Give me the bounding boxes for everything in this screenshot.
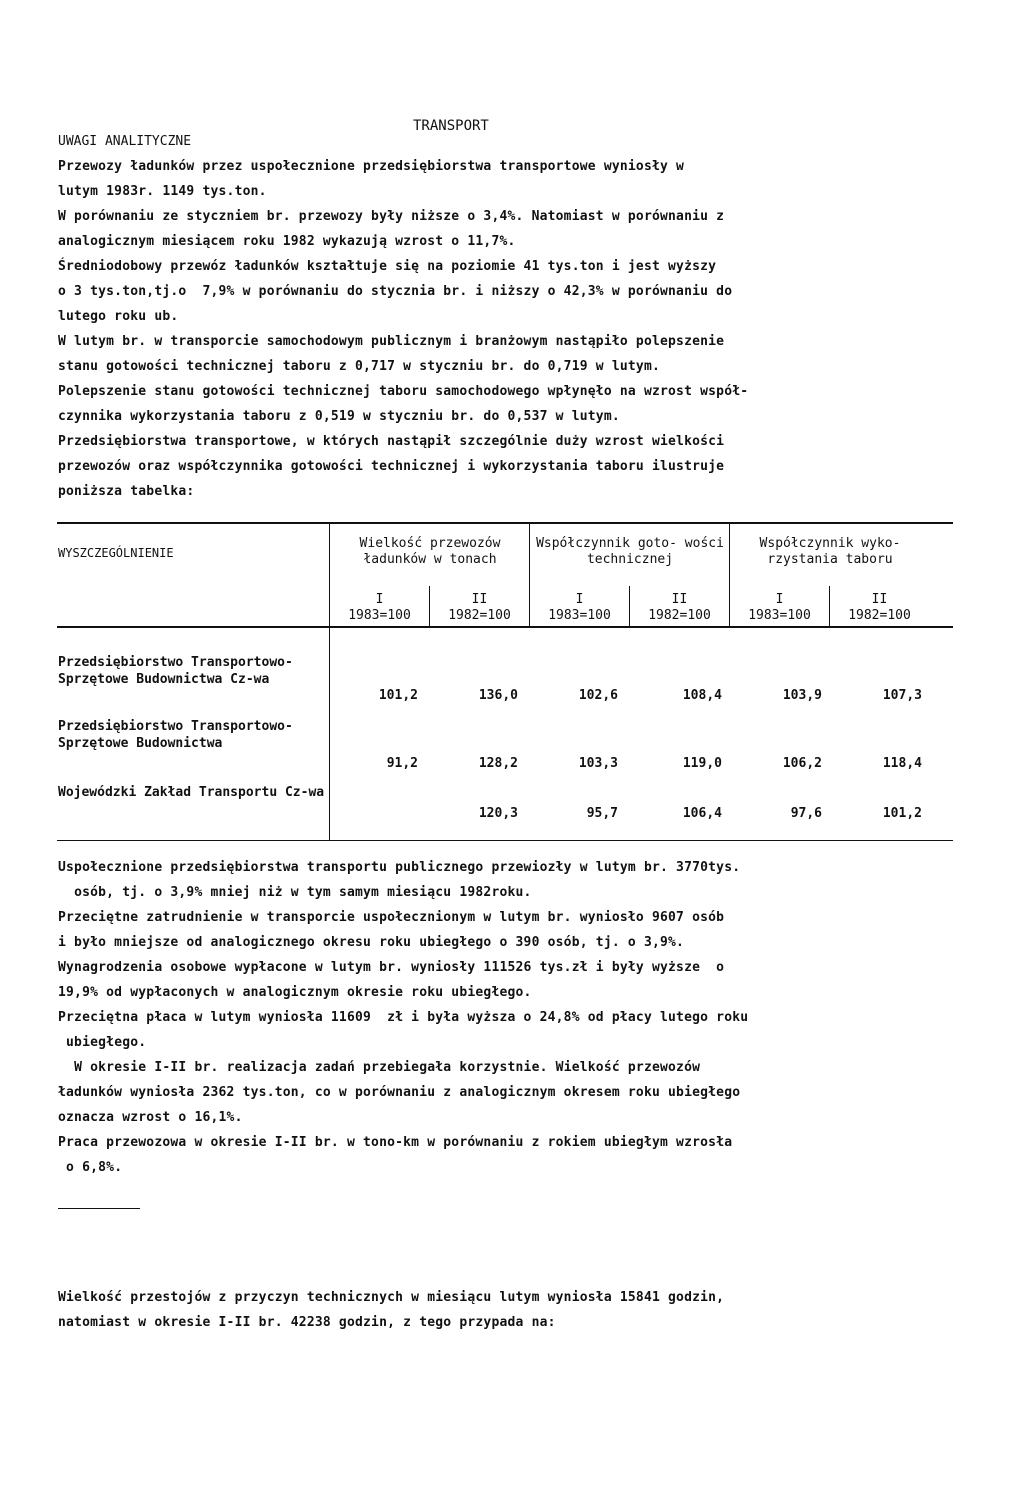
period-label: I [375,592,384,607]
column-subheader [630,592,729,624]
table-cell: 101,2 [378,688,418,703]
text-line: ubiegłego. [58,1035,147,1050]
period-label: II [671,592,688,607]
text-line: W lutym br. w transporcie samochodowym publicznym i branżowym nastąpiło polepszenie [58,334,725,349]
base-label: 1982=100 [448,608,511,623]
section-heading: UWAGI ANALITYCZNE [58,134,192,149]
table-cell: 106,2 [782,756,822,771]
table-row-label: Przedsiębiorstwo Transportowo-Sprzętowe Budownictwa [58,719,293,751]
column-subheader [730,592,829,624]
text-line: przewozów oraz współczynnika gotowości technicznej i wykorzystania taboru ilustruje [58,459,725,474]
table-cell: 106,4 [682,806,722,821]
text-line: Przeciętne zatrudnienie w transporcie uspołecznionym w lutym br. wyniosło 9607 osób [58,910,725,925]
text-line: lutym 1983r. 1149 tys.ton. [58,184,267,199]
text-line: poniższa tabelka: [58,484,195,499]
table-cell: 101,2 [882,806,922,821]
table-cell: 118,4 [882,756,922,771]
column-header-description: WYSZCZEGÓLNIENIE [58,546,174,560]
text-line: Wielkość przestojów z przyczyn technicznych w miesiącu lutym wyniosła 15841 godzin, [58,1290,725,1305]
text-line: W okresie I-II br. realizacja zadań przebiegała korzystnie. Wielkość przewozów [58,1060,701,1075]
period-label: I [575,592,584,607]
text-line: czynnika wykorzystania taboru z 0,519 w styczniu br. do 0,537 w lutym. [58,409,620,424]
table-cell: 108,4 [682,688,722,703]
text-line: lutego roku ub. [58,309,179,324]
period-label: I [775,592,784,607]
column-group-header: Współczynnik wyko- rzystania taboru [759,536,901,567]
table-cell: 103,3 [578,756,618,771]
text-line: analogicznym miesiącem roku 1982 wykazują wzrost o 11,7%. [58,234,516,249]
base-label: 1983=100 [348,608,411,623]
table-rule-top [57,522,953,524]
table-row-label: Wojewódzki Zakład Transportu Cz-wa [58,785,325,800]
text-line: stanu gotowości technicznej taboru z 0,717 w styczniu br. do 0,719 w lutym. [58,359,660,374]
text-line: osób, tj. o 3,9% mniej niż w tym samym miesiącu 1982roku. [58,885,532,900]
text-line: i było mniejsze od analogicznego okresu roku ubiegłego o 390 osób, tj. o 3,9%. [58,935,685,950]
table-row-label: Przedsiębiorstwo Transportowo-Sprzętowe Budownictwa Cz-wa [58,655,293,687]
period-label: II [471,592,488,607]
analysis-paragraph [58,855,958,1180]
table-cell: 91,2 [386,756,418,771]
table-rule-mid [57,626,953,628]
text-line: Praca przewozowa w okresie I-II br. w tono-km w porównaniu z rokiem ubiegłym wzrosła [58,1135,733,1150]
text-line: Średniodobowy przewóz ładunków kształtuje się na poziomie 41 tys.ton i jest wyższy [58,259,717,274]
text-line: W porównaniu ze styczniem br. przewozy były niższe o 3,4%. Natomiast w porównaniu z [58,209,725,224]
page-title: TRANSPORT [413,118,489,134]
column-group-header: Wielkość przewozów ładunków w tonach [359,536,501,567]
column-subheader [430,592,529,624]
table-cell: 95,7 [586,806,618,821]
column-subheader [330,592,429,624]
text-line: o 3 tys.ton,tj.o 7,9% w porównaniu do stycznia br. i niższy o 42,3% w porównaniu do [58,284,733,299]
base-label: 1983=100 [748,608,811,623]
column-subheader [530,592,629,624]
text-line: Wynagrodzenia osobowe wypłacone w lutym br. wyniosły 111526 tys.zł i były wyższe o [58,960,725,975]
base-label: 1982=100 [648,608,711,623]
analysis-paragraph [58,1285,958,1335]
table-cell: 103,9 [782,688,822,703]
table-cell: 119,0 [682,756,722,771]
text-line: ładunków wyniosła 2362 tys.ton, co w porównaniu z analogicznym okresem roku ubiegłego [58,1085,741,1100]
table-rule-bottom [57,840,953,841]
column-subheader [830,592,929,624]
text-line: Uspołecznione przedsiębiorstwa transportu publicznego przewiozły w lutym br. 3770tys. [58,860,741,875]
table-cell: 136,0 [478,688,518,703]
text-line: oznacza wzrost o 16,1%. [58,1110,243,1125]
column-group-header: Współczynnik goto- wości technicznej [536,536,724,567]
period-label: II [871,592,888,607]
text-line: natomiast w okresie I-II br. 42238 godzin, z tego przypada na: [58,1315,556,1330]
text-line: o 6,8%. [58,1160,123,1175]
table-cell: 102,6 [578,688,618,703]
table-cell: 97,6 [790,806,822,821]
base-label: 1982=100 [848,608,911,623]
table-cell: 120,3 [478,806,518,821]
paragraph-rule [58,1208,140,1209]
base-label: 1983=100 [548,608,611,623]
analysis-paragraph [58,154,958,504]
text-line: 19,9% od wypłaconych w analogicznym okresie roku ubiegłego. [58,985,532,1000]
text-line: Przewozy ładunków przez uspołecznione przedsiębiorstwa transportowe wyniosły w [58,159,685,174]
table-cell: 128,2 [478,756,518,771]
text-line: Polepszenie stanu gotowości technicznej taboru samochodowego wpłynęło na wzrost współ- [58,384,749,399]
text-line: Przedsiębiorstwa transportowe, w których nastąpił szczególnie duży wzrost wielkości [58,434,725,449]
text-line: Przeciętna płaca w lutym wyniosła 11609 zł i była wyższa o 24,8% od płacy lutego roku [58,1010,749,1025]
table-cell: 107,3 [882,688,922,703]
